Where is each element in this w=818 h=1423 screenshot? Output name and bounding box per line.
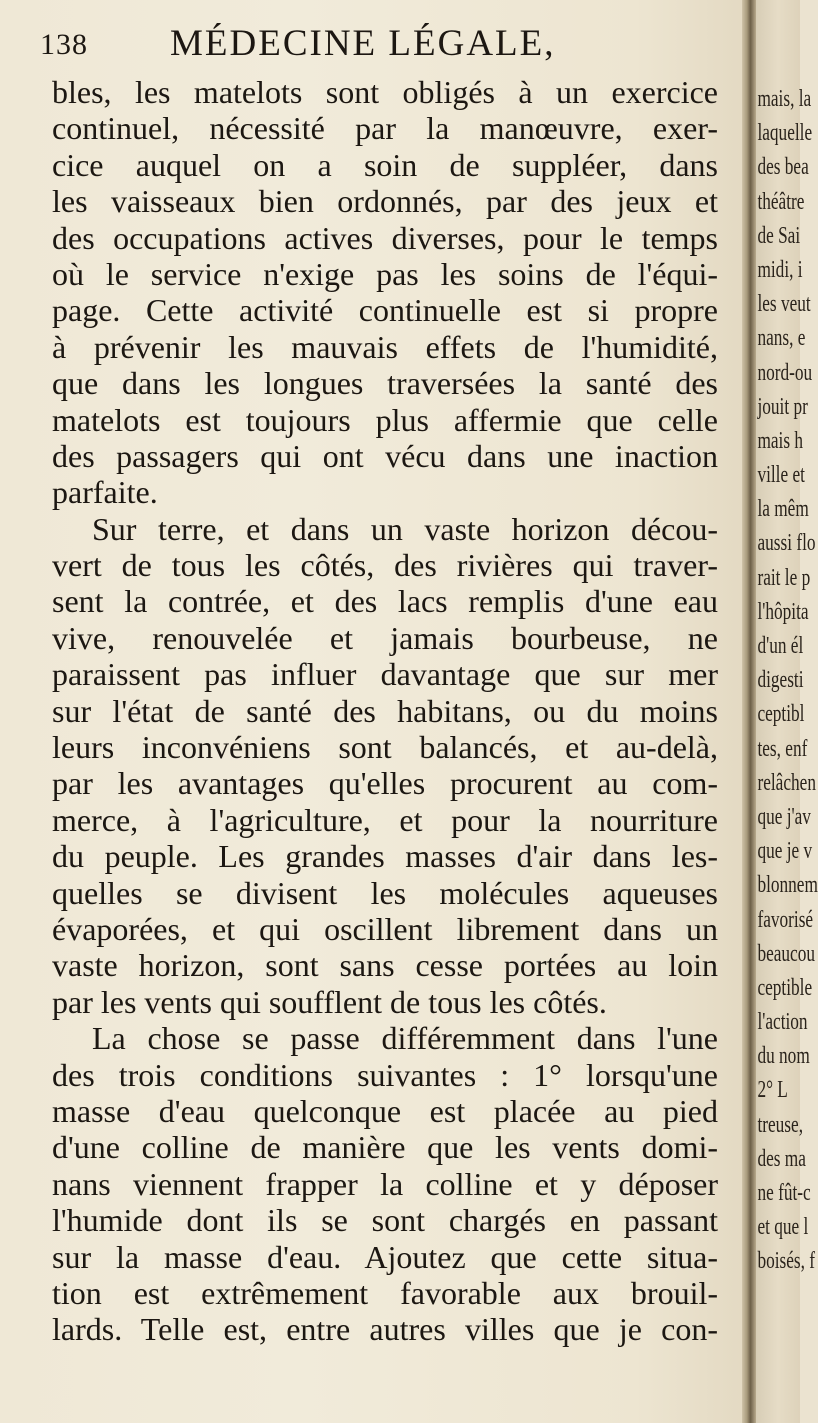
fragment-line: nord-ou: [757, 359, 813, 386]
text-line: les vaisseaux bien ordonnés, par des jeux et: [52, 183, 718, 220]
fragment-line: jouit pr: [757, 393, 808, 420]
fragment-line: nans, e: [757, 325, 806, 352]
fragment-line: mais, la: [757, 86, 812, 112]
body-text: [52, 74, 718, 1348]
fragment-line: d'un él: [757, 633, 804, 659]
fragment-line: tes, enf: [757, 735, 808, 762]
fragment-line: l'hôpita: [757, 598, 809, 625]
fragment-line: aussi flo: [757, 530, 816, 557]
fragment-line: midi, i: [757, 256, 803, 283]
text-line: des passagers qui ont vécu dans une inaction: [52, 437, 718, 474]
fragment-line: ville et: [757, 462, 805, 489]
text-line: tion est extrêmement favorable aux brouil-: [52, 1274, 718, 1311]
text-line: du peuple. Les grandes masses d'air dans les-: [52, 838, 718, 875]
text-line: parfaite.: [52, 474, 158, 511]
fragment-line: et que l: [757, 1214, 809, 1241]
running-title: MÉDECINE LÉGALE,: [170, 23, 556, 64]
fragment-line: boisés, f: [757, 1248, 816, 1275]
text-line: lards. Telle est, entre autres villes que je con-: [52, 1311, 718, 1348]
fragment-line: ceptibl: [757, 701, 805, 728]
page-number: 138: [40, 28, 88, 61]
fragment-line: rait le p: [757, 564, 811, 591]
text-line: leurs inconvéniens sont balancés, et au-delà,: [52, 729, 718, 766]
fragment-line: les veut: [757, 291, 811, 318]
next-page-fragments: [756, 82, 818, 1279]
text-line: où le service n'exige pas les soins de l'équi-: [52, 255, 718, 292]
text-line: vaste horizon, sont sans cesse portées au loin: [52, 947, 718, 984]
text-line: évaporées, et qui oscillent librement dans un: [52, 910, 718, 947]
fragment-line: que j'av: [757, 803, 811, 830]
text-line: bles, les matelots sont obligés à un exercice: [52, 74, 718, 110]
text-line: sur l'état de santé des habitans, ou du moins: [52, 692, 718, 729]
fragment-line: mais h: [757, 427, 804, 454]
text-line: l'humide dont ils se sont chargés en passant: [52, 1202, 718, 1239]
text-line: masse d'eau quelconque est placée au pied: [52, 1092, 718, 1129]
fragment-line: treuse,: [757, 1111, 804, 1138]
fragment-line: ne fût-c: [757, 1180, 811, 1206]
next-page-edge: [756, 0, 818, 1423]
fragment-line: laquelle: [757, 120, 813, 147]
fragment-line: des ma: [757, 1145, 806, 1172]
fragment-line: du nom: [757, 1043, 810, 1070]
fragment-line: de Sai: [757, 222, 801, 249]
text-line: continuel, nécessité par la manœuvre, exer-: [52, 110, 718, 147]
fragment-line: théâtre: [757, 188, 805, 215]
text-line: à prévenir les mauvais effets de l'humidité,: [52, 328, 718, 365]
text-line: La chose se passe différemment dans l'une: [92, 1020, 718, 1057]
text-line: page. Cette activité continuelle est si propre: [52, 292, 718, 329]
text-line: vert de tous les côtés, des rivières qui traver-: [52, 547, 718, 584]
text-line: cice auquel on a soin de suppléer, dans: [52, 146, 718, 183]
fragment-line: l'action: [757, 1009, 808, 1036]
text-line: sent la contrée, et des lacs remplis d'une eau: [52, 583, 718, 620]
fragment-line: la mêm: [757, 496, 809, 523]
fragment-line: ceptible: [757, 974, 813, 1001]
text-line: quelles se divisent les molécules aqueuses: [52, 874, 718, 911]
fragment-line: digesti: [757, 667, 804, 694]
text-line: Sur terre, et dans un vaste horizon décou-: [92, 510, 718, 547]
fragment-line: blonnem: [757, 872, 818, 899]
book-gutter: [742, 0, 756, 1423]
text-line: par les avantages qu'elles procurent au com-: [52, 765, 718, 802]
text-line: matelots est toujours plus affermie que celle: [52, 401, 718, 438]
fragment-line: 2° L: [757, 1077, 788, 1104]
text-line: par les vents qui soufflent de tous les côtés.: [52, 983, 607, 1020]
fragment-line: des bea: [757, 154, 809, 181]
text-line: sur la masse d'eau. Ajoutez que cette situa-: [52, 1238, 718, 1275]
fragment-line: relâchen: [757, 769, 816, 796]
text-line: que dans les longues traversées la santé des: [52, 365, 718, 402]
text-line: des trois conditions suivantes : 1° lorsqu'une: [52, 1056, 718, 1093]
fragment-line: favorisé: [757, 906, 814, 933]
text-line: merce, à l'agriculture, et pour la nourriture: [52, 801, 718, 838]
text-line: nans viennent frapper la colline et y déposer: [52, 1165, 718, 1202]
fragment-line: beaucou: [757, 940, 816, 967]
text-line: vive, renouvelée et jamais bourbeuse, ne: [52, 619, 718, 656]
text-line: des occupations actives diverses, pour le temps: [52, 219, 718, 256]
text-line: d'une colline de manière que les vents domi-: [52, 1129, 718, 1166]
fragment-line: que je v: [757, 838, 813, 865]
text-line: paraissent pas influer davantage que sur mer: [52, 656, 718, 693]
